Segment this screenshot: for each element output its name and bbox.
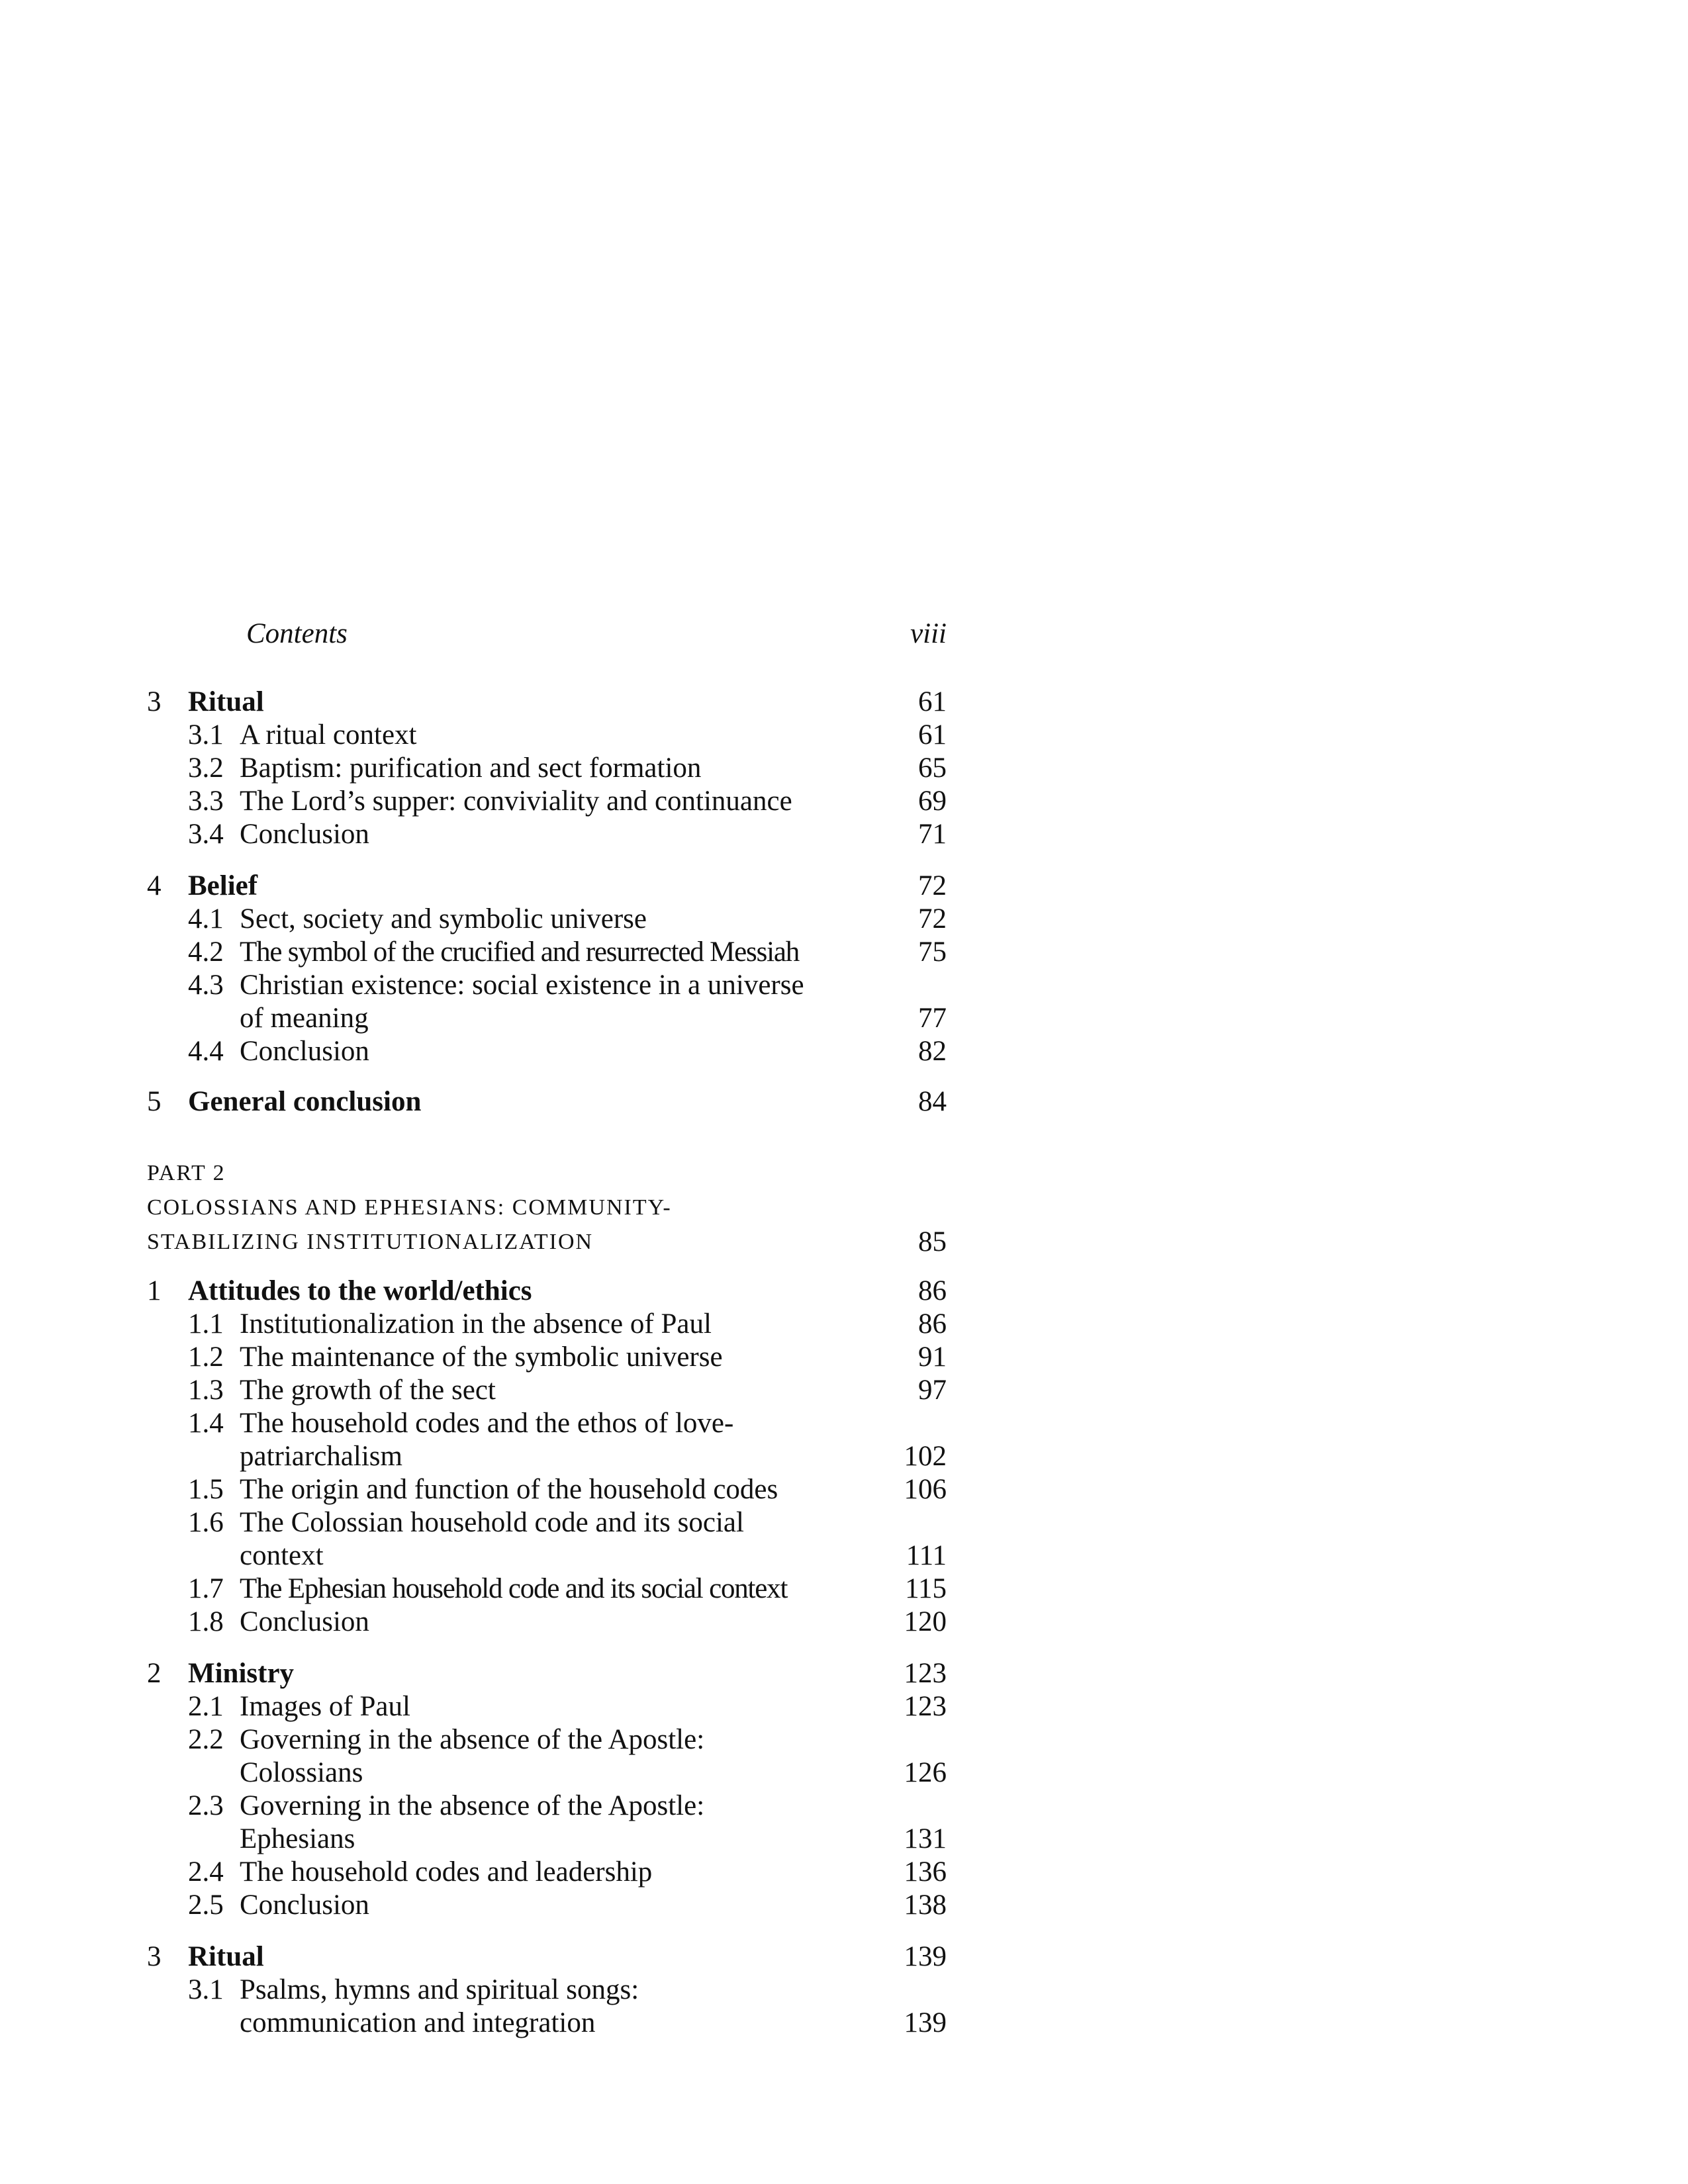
section-title: Institutionalization in the absence of Paul: [240, 1308, 712, 1340]
section-title-continuation: Ephesians: [240, 1823, 355, 1854]
section-number: 3.4: [188, 819, 224, 850]
part-label: [147, 1157, 947, 1190]
section-number: 4.2: [188, 936, 224, 968]
page-number: 139: [904, 2007, 947, 2038]
page-number: 123: [904, 1691, 947, 1722]
section-title: A ritual context: [240, 719, 417, 751]
section-title: Sect, society and symbolic universe: [240, 903, 647, 934]
page-number: 71: [918, 819, 947, 850]
section-title: Images of Paul: [240, 1691, 410, 1722]
toc-section-entry[interactable]: [147, 1035, 947, 1068]
page-number: 65: [918, 752, 947, 784]
section-number: 1.7: [188, 1573, 224, 1604]
page-number: 75: [918, 936, 947, 968]
page-number: 72: [918, 870, 947, 901]
section-number: 1.2: [188, 1342, 224, 1373]
chapter-number: 1: [147, 1275, 162, 1306]
section-title: The household codes and leadership: [240, 1856, 653, 1888]
section-title: Psalms, hymns and spiritual songs:: [240, 1974, 639, 2005]
toc-chapter-entry[interactable]: [147, 1940, 947, 1974]
section-number: 2.4: [188, 1856, 224, 1888]
toc-section-entry[interactable]: [147, 752, 947, 785]
toc-section-entry[interactable]: [147, 785, 947, 818]
page-number: 102: [904, 1441, 947, 1472]
section-title: The origin and function of the household codes: [240, 1474, 778, 1505]
toc-section-entry[interactable]: [147, 1974, 947, 2007]
section-title: The Lord’s supper: conviviality and continuance: [240, 786, 792, 817]
page-number: 82: [918, 1036, 947, 1067]
toc-section-continuation[interactable]: [147, 1440, 947, 1473]
page-number: 97: [918, 1375, 947, 1406]
page-number: 111: [906, 1540, 947, 1571]
toc-section-entry[interactable]: [147, 1606, 947, 1639]
toc-section-continuation[interactable]: [147, 2007, 947, 2040]
toc-section-entry[interactable]: [147, 1308, 947, 1341]
section-title: Conclusion: [240, 1606, 369, 1637]
toc-section-entry[interactable]: [147, 969, 947, 1002]
chapter-number: 5: [147, 1086, 162, 1117]
page-number: 84: [918, 1086, 947, 1117]
page-number: 139: [904, 1941, 947, 1972]
toc-section-entry[interactable]: [147, 1407, 947, 1440]
section-title-continuation: Colossians: [240, 1757, 363, 1788]
toc-section-entry[interactable]: [147, 818, 947, 851]
section-number: 1.8: [188, 1606, 224, 1637]
page-number: 77: [918, 1003, 947, 1034]
part-title-line: [147, 1191, 947, 1224]
section-number: 2.3: [188, 1790, 224, 1821]
page-number: 123: [904, 1658, 947, 1689]
running-header-title: Contents: [246, 618, 348, 649]
section-title-continuation: communication and integration: [240, 2007, 596, 2038]
section-number: 4.3: [188, 970, 224, 1001]
chapter-title: Attitudes to the world/ethics: [188, 1275, 532, 1306]
section-title: The Ephesian household code and its social context: [240, 1573, 788, 1604]
chapter-number: 2: [147, 1658, 162, 1689]
toc-section-continuation[interactable]: [147, 1539, 947, 1572]
toc-section-continuation[interactable]: [147, 1002, 947, 1035]
section-number: 1.4: [188, 1408, 224, 1439]
section-title-continuation: of meaning: [240, 1003, 369, 1034]
page-number: 86: [918, 1308, 947, 1340]
toc-section-entry[interactable]: [147, 1790, 947, 1823]
section-number: 1.5: [188, 1474, 224, 1505]
toc-chapter-entry[interactable]: [147, 1657, 947, 1690]
part-title-text: STABILIZING INSTITUTIONALIZATION: [147, 1230, 594, 1254]
page-number: 120: [904, 1606, 947, 1637]
page-number: 138: [904, 1889, 947, 1921]
page-number: 106: [904, 1474, 947, 1505]
section-title: Conclusion: [240, 819, 369, 850]
chapter-title: Ritual: [188, 686, 264, 717]
section-title: The Colossian household code and its social: [240, 1507, 744, 1538]
section-number: 2.2: [188, 1724, 224, 1755]
section-number: 1.6: [188, 1507, 224, 1538]
section-title: Conclusion: [240, 1889, 369, 1921]
section-title: Governing in the absence of the Apostle:: [240, 1724, 705, 1755]
chapter-title: Belief: [188, 870, 258, 901]
page-number: 61: [918, 719, 947, 751]
toc-section-entry[interactable]: [147, 1341, 947, 1374]
toc-section-entry[interactable]: [147, 1374, 947, 1407]
chapter-title: Ministry: [188, 1658, 295, 1689]
toc-chapter-entry[interactable]: [147, 1275, 947, 1308]
section-title: Christian existence: social existence in a universe: [240, 970, 804, 1001]
page-number: 115: [905, 1573, 947, 1604]
toc-section-entry[interactable]: [147, 1473, 947, 1506]
section-number: 3.2: [188, 752, 224, 784]
part-title-line[interactable]: [147, 1226, 947, 1259]
section-title: The household codes and the ethos of love-: [240, 1408, 734, 1439]
toc-section-entry[interactable]: [147, 1506, 947, 1539]
part-label-text: PART 2: [147, 1161, 226, 1185]
chapter-number: 3: [147, 686, 162, 717]
toc-section-entry[interactable]: [147, 1723, 947, 1756]
toc-chapter-entry[interactable]: [147, 1085, 947, 1118]
page-number: 131: [904, 1823, 947, 1854]
page-number: 69: [918, 786, 947, 817]
section-title-continuation: context: [240, 1540, 324, 1571]
section-title: Baptism: purification and sect formation: [240, 752, 702, 784]
toc-section-entry[interactable]: [147, 903, 947, 936]
part-title-text: COLOSSIANS AND EPHESIANS: COMMUNITY-: [147, 1195, 672, 1220]
toc-chapter-entry[interactable]: [147, 686, 947, 719]
section-title: Governing in the absence of the Apostle:: [240, 1790, 705, 1821]
chapter-number: 3: [147, 1941, 162, 1972]
chapter-number: 4: [147, 870, 162, 901]
page-number: 61: [918, 686, 947, 717]
toc-section-entry[interactable]: [147, 1690, 947, 1723]
page-number: 86: [918, 1275, 947, 1306]
page-number: 72: [918, 903, 947, 934]
section-title: The maintenance of the symbolic universe: [240, 1342, 723, 1373]
toc-section-continuation[interactable]: [147, 1756, 947, 1790]
section-title-continuation: patriarchalism: [240, 1441, 402, 1472]
section-number: 3.1: [188, 719, 224, 751]
toc-section-entry[interactable]: [147, 1889, 947, 1922]
toc-section-entry[interactable]: [147, 1856, 947, 1889]
section-number: 2.5: [188, 1889, 224, 1921]
chapter-title: General conclusion: [188, 1086, 422, 1117]
section-title: The symbol of the crucified and resurrected Messiah: [240, 936, 800, 968]
section-number: 3.1: [188, 1974, 224, 2005]
page-number: 85: [918, 1226, 947, 1257]
section-title: The growth of the sect: [240, 1375, 496, 1406]
toc-section-entry[interactable]: [147, 719, 947, 752]
page-number: 136: [904, 1856, 947, 1888]
section-number: 1.1: [188, 1308, 224, 1340]
section-number: 3.3: [188, 786, 224, 817]
section-title: Conclusion: [240, 1036, 369, 1067]
section-number: 4.4: [188, 1036, 224, 1067]
toc-chapter-entry[interactable]: [147, 870, 947, 903]
page-number: 126: [904, 1757, 947, 1788]
chapter-title: Ritual: [188, 1941, 264, 1972]
toc-section-continuation[interactable]: [147, 1823, 947, 1856]
section-number: 2.1: [188, 1691, 224, 1722]
section-number: 4.1: [188, 903, 224, 934]
page-number: 91: [918, 1342, 947, 1373]
toc-section-entry[interactable]: [147, 936, 947, 969]
toc-section-entry[interactable]: [147, 1572, 947, 1606]
running-header-page-number: viii: [910, 618, 947, 649]
section-number: 1.3: [188, 1375, 224, 1406]
